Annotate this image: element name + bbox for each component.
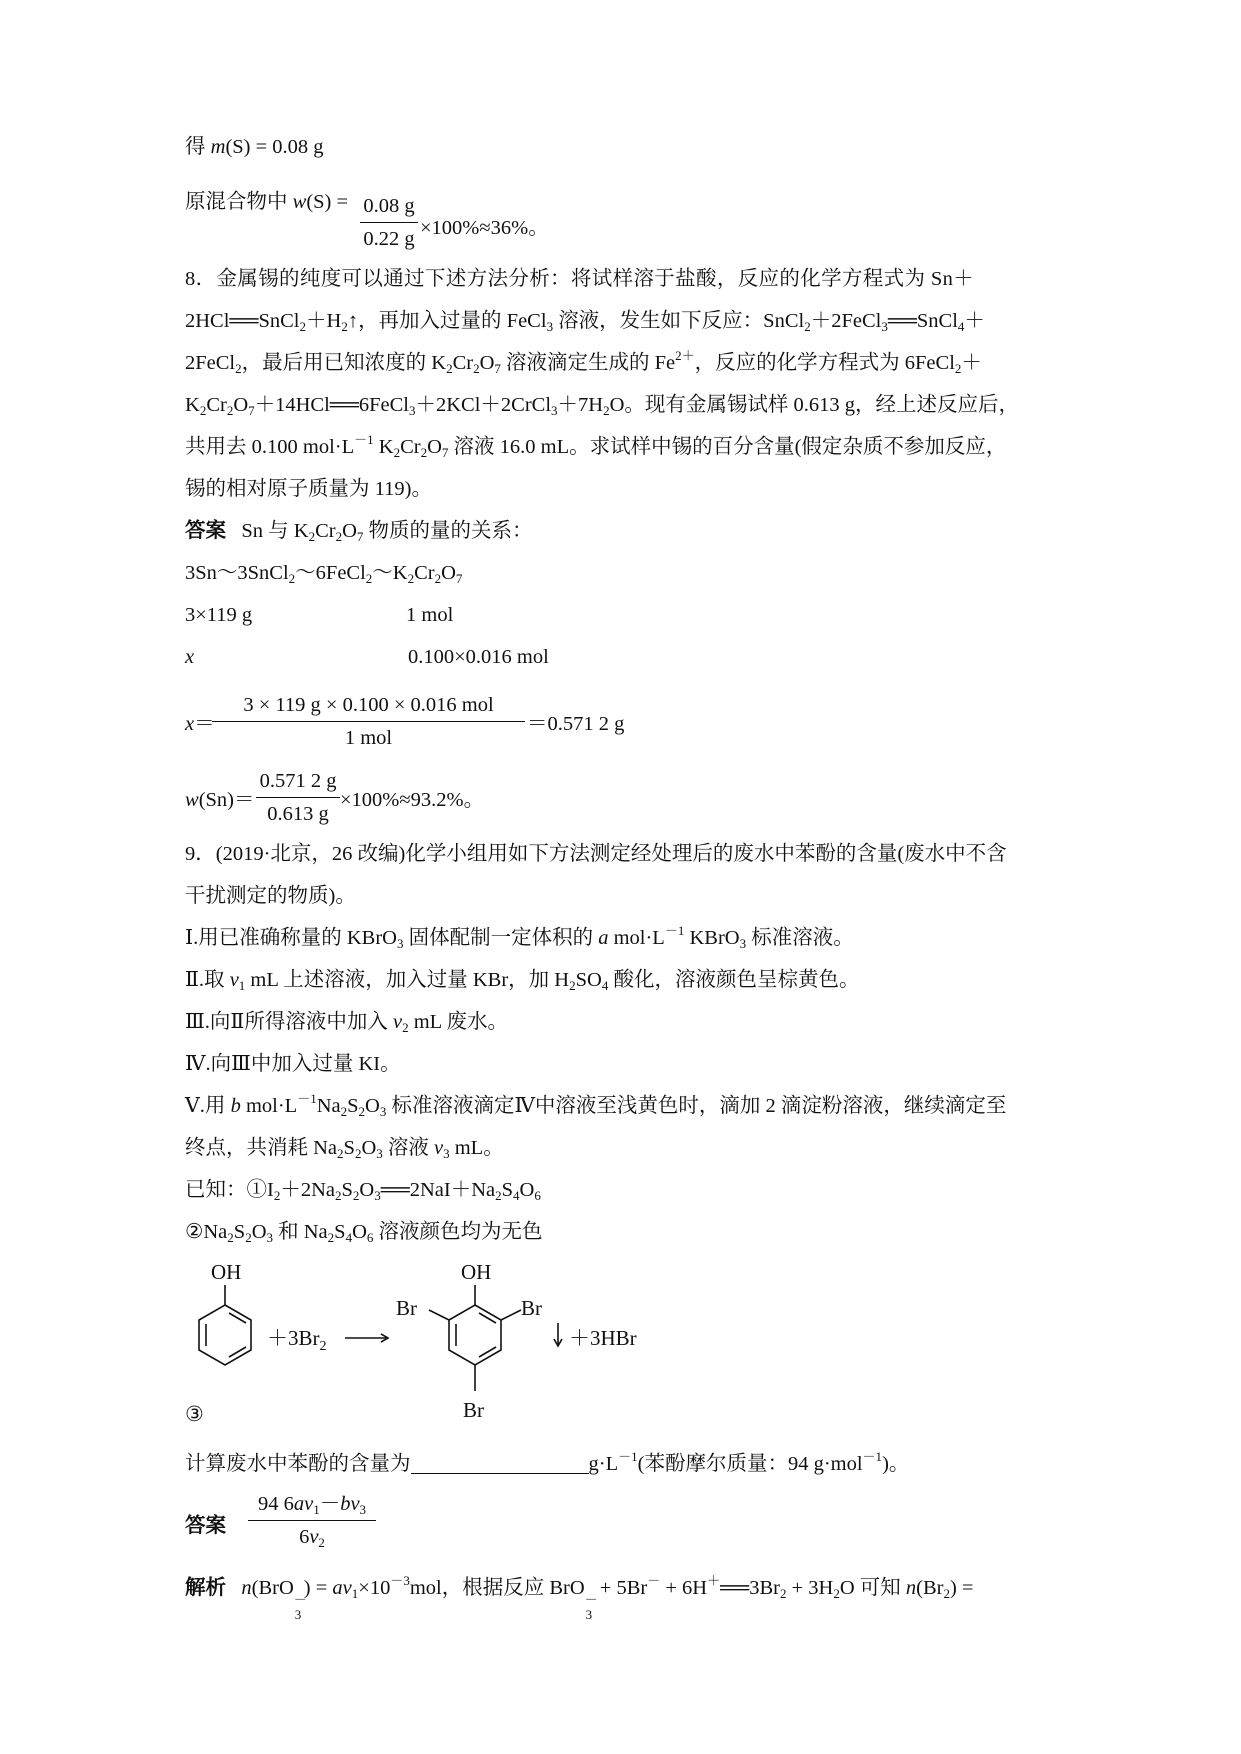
q8-line-6: 锡的相对原子质量为 119)。 — [185, 478, 432, 500]
product-label: ＋3HBr — [569, 1326, 637, 1350]
fraction-answer-9 — [248, 1491, 376, 1550]
explanation-line: 解析 n(BrO － 3 ) = $av_1\times 10^{-3}mol$，根据反应 BrO － 3 + $5Br^- + 6H^+══3Br_2 + 3H_2O$ 可知 $n(Br_2)$ = — [185, 1573, 974, 1622]
oh-label: OH — [211, 1260, 242, 1284]
text: 原混合物中 — [185, 191, 293, 213]
fraction-denominator: 1 mol — [344, 727, 393, 749]
answer-8-amount-row: 0.100×0.016 mol — [408, 646, 549, 668]
q9-line-1: 9．(2019·北京，26 改编)化学小组用如下方法测定经处理后的废水中苯酚的含量(废水中不含 — [185, 843, 1007, 865]
q9-step-5: Ⅴ.用 b $mol\cdot L^{-1}Na_2S_2O_3$ 标准溶液滴定Ⅳ中溶液至浅黄色时，滴加 2 滴淀粉溶液，继续滴定至 — [185, 1091, 1007, 1119]
br-label-right: Br — [521, 1296, 542, 1320]
q8-line-2: $2HCl══SnCl_2+H_2↑$，再加入过量的 FeCl$_3$ 溶液，发生如下反应：SnCl$_2$＋2FeCl$_3$══SnCl$_4$＋ — [185, 310, 985, 334]
fraction-numerator: 94 $6av_1-bv_3$ — [257, 1493, 367, 1517]
mass-fraction-s-result: ×100%≈36%。 — [420, 217, 549, 239]
q9-step-3: Ⅲ.向Ⅱ所得溶液中加入 $v_2$ mL 废水。 — [185, 1011, 509, 1035]
fraction-numerator: 0.08 g — [363, 195, 415, 217]
fraction-s — [360, 193, 418, 252]
fraction-bar — [212, 721, 525, 722]
text: 得 — [185, 136, 211, 158]
text: (S) = 0.08 g — [225, 136, 324, 158]
q8-line-1: 8．金属锡的纯度可以通过下述方法分析：将试样溶于盐酸，反应的化学方程式为 Sn＋ — [185, 268, 975, 290]
oh-label: OH — [461, 1260, 492, 1284]
q9-calc-line: 计算废水中苯酚的含量为 $g\cdot L^{-1}$(苯酚摩尔质量：94 g·mol$^{-1}$)。 — [185, 1449, 910, 1475]
q9-step-2: Ⅱ.取 $v_1$ mL 上述溶液，加入过量 KBr，加 $H_2SO_4$ 酸化，溶液颜色呈棕黄色。 — [185, 969, 860, 993]
fraction-denominator: 0.22 g — [363, 228, 415, 250]
text: (S) = — [306, 191, 349, 213]
answer-8-x-row: x — [185, 646, 195, 668]
answer-label: 答案 — [185, 520, 226, 542]
br-label-left: Br — [396, 1296, 417, 1320]
answer-8-x-result: ＝0.571 2 g — [527, 713, 625, 735]
answer-9-label: 答案 — [185, 1515, 226, 1537]
q8-line-5: 共用去 0.100 $mol\cdot L^{-1}$ $K_2Cr_2O_7$ 溶液 16.0 mL。求试样中锡的百分含量(假定杂质不参加反应， — [185, 432, 1007, 460]
fraction-denominator: $6v_2$ — [299, 1526, 325, 1550]
fraction-bar — [248, 1520, 376, 1521]
phenol-bromination-scheme — [185, 1255, 905, 1435]
answer-8-mass-row: 3×119 g — [185, 604, 253, 626]
fraction-w-sn — [256, 768, 340, 827]
answer-8-relation: $3Sn\sim 3SnCl_2\sim 6FeCl_2\sim K_2Cr_2O_7$ — [185, 562, 463, 586]
answer-8-mol-row: 1 mol — [406, 604, 454, 626]
q9-line-2: 干扰测定的物质)。 — [185, 885, 356, 907]
fraction-numerator: 0.571 2 g — [259, 770, 337, 792]
var-w: w — [292, 191, 307, 213]
var-m: m — [210, 136, 226, 158]
fraction-numerator: 3 × 119 g × 0.100 × 0.016 mol — [243, 694, 494, 716]
answer-8-w-result: ×100%≈93.2%。 — [340, 789, 485, 811]
q9-step-5-cont: 终点，共消耗 $Na_2S_2O_3$ 溶液 $v_3$ mL。 — [185, 1137, 504, 1161]
q9-step-4: Ⅳ.向Ⅲ中加入过量 KI。 — [185, 1053, 401, 1075]
answer-blank[interactable] — [411, 1451, 589, 1474]
q8-line-4: $K_2Cr_2O_7+14HCl══6FeCl_3+2KCl+2CrCl_3+7H_2O$。现有金属锡试样 0.613 g，经上述反应后， — [185, 394, 1020, 418]
q8-line-3: 2FeCl$_2$，最后用已知浓度的 $K_2Cr_2O_7$ 溶液滴定生成的 $Fe^{2+}$，反应的化学方程式为 6FeCl$_2$＋ — [185, 348, 982, 376]
known-1: 已知：$①I_2+2Na_2S_2O_3══2NaI+Na_2S_4O_6$ — [185, 1179, 541, 1203]
item-number: ③ — [185, 1402, 204, 1426]
fraction-x — [212, 692, 525, 751]
answer-8-w-label: w(Sn)＝ — [185, 789, 255, 811]
answer-8-x-label: x＝ — [185, 713, 215, 735]
result-mass-s — [185, 132, 324, 162]
reagent-label: $+3Br_2$ — [267, 1326, 327, 1354]
br-label-bottom: Br — [463, 1398, 484, 1422]
explanation-label: 解析 — [185, 1577, 226, 1599]
q9-step-1: Ⅰ.用已准确称量的 KBrO$_3$ 固体配制一定体积的 a $mol\cdot L^{-1}$ KBrO$_3$ 标准溶液。 — [185, 923, 854, 951]
fraction-bar — [360, 222, 418, 223]
known-2: $②Na_2S_2O_3$ 和 $Na_2S_4O_6$ 溶液颜色均为无色 — [185, 1221, 543, 1245]
phenol-ring — [199, 1305, 251, 1365]
fraction-denominator: 0.613 g — [267, 803, 329, 825]
mass-fraction-s-label — [185, 187, 348, 217]
fraction-bar — [256, 797, 340, 798]
answer-8-line-1: 答案 Sn 与 $K_2Cr_2O_7$ 物质的量的关系： — [185, 520, 533, 544]
